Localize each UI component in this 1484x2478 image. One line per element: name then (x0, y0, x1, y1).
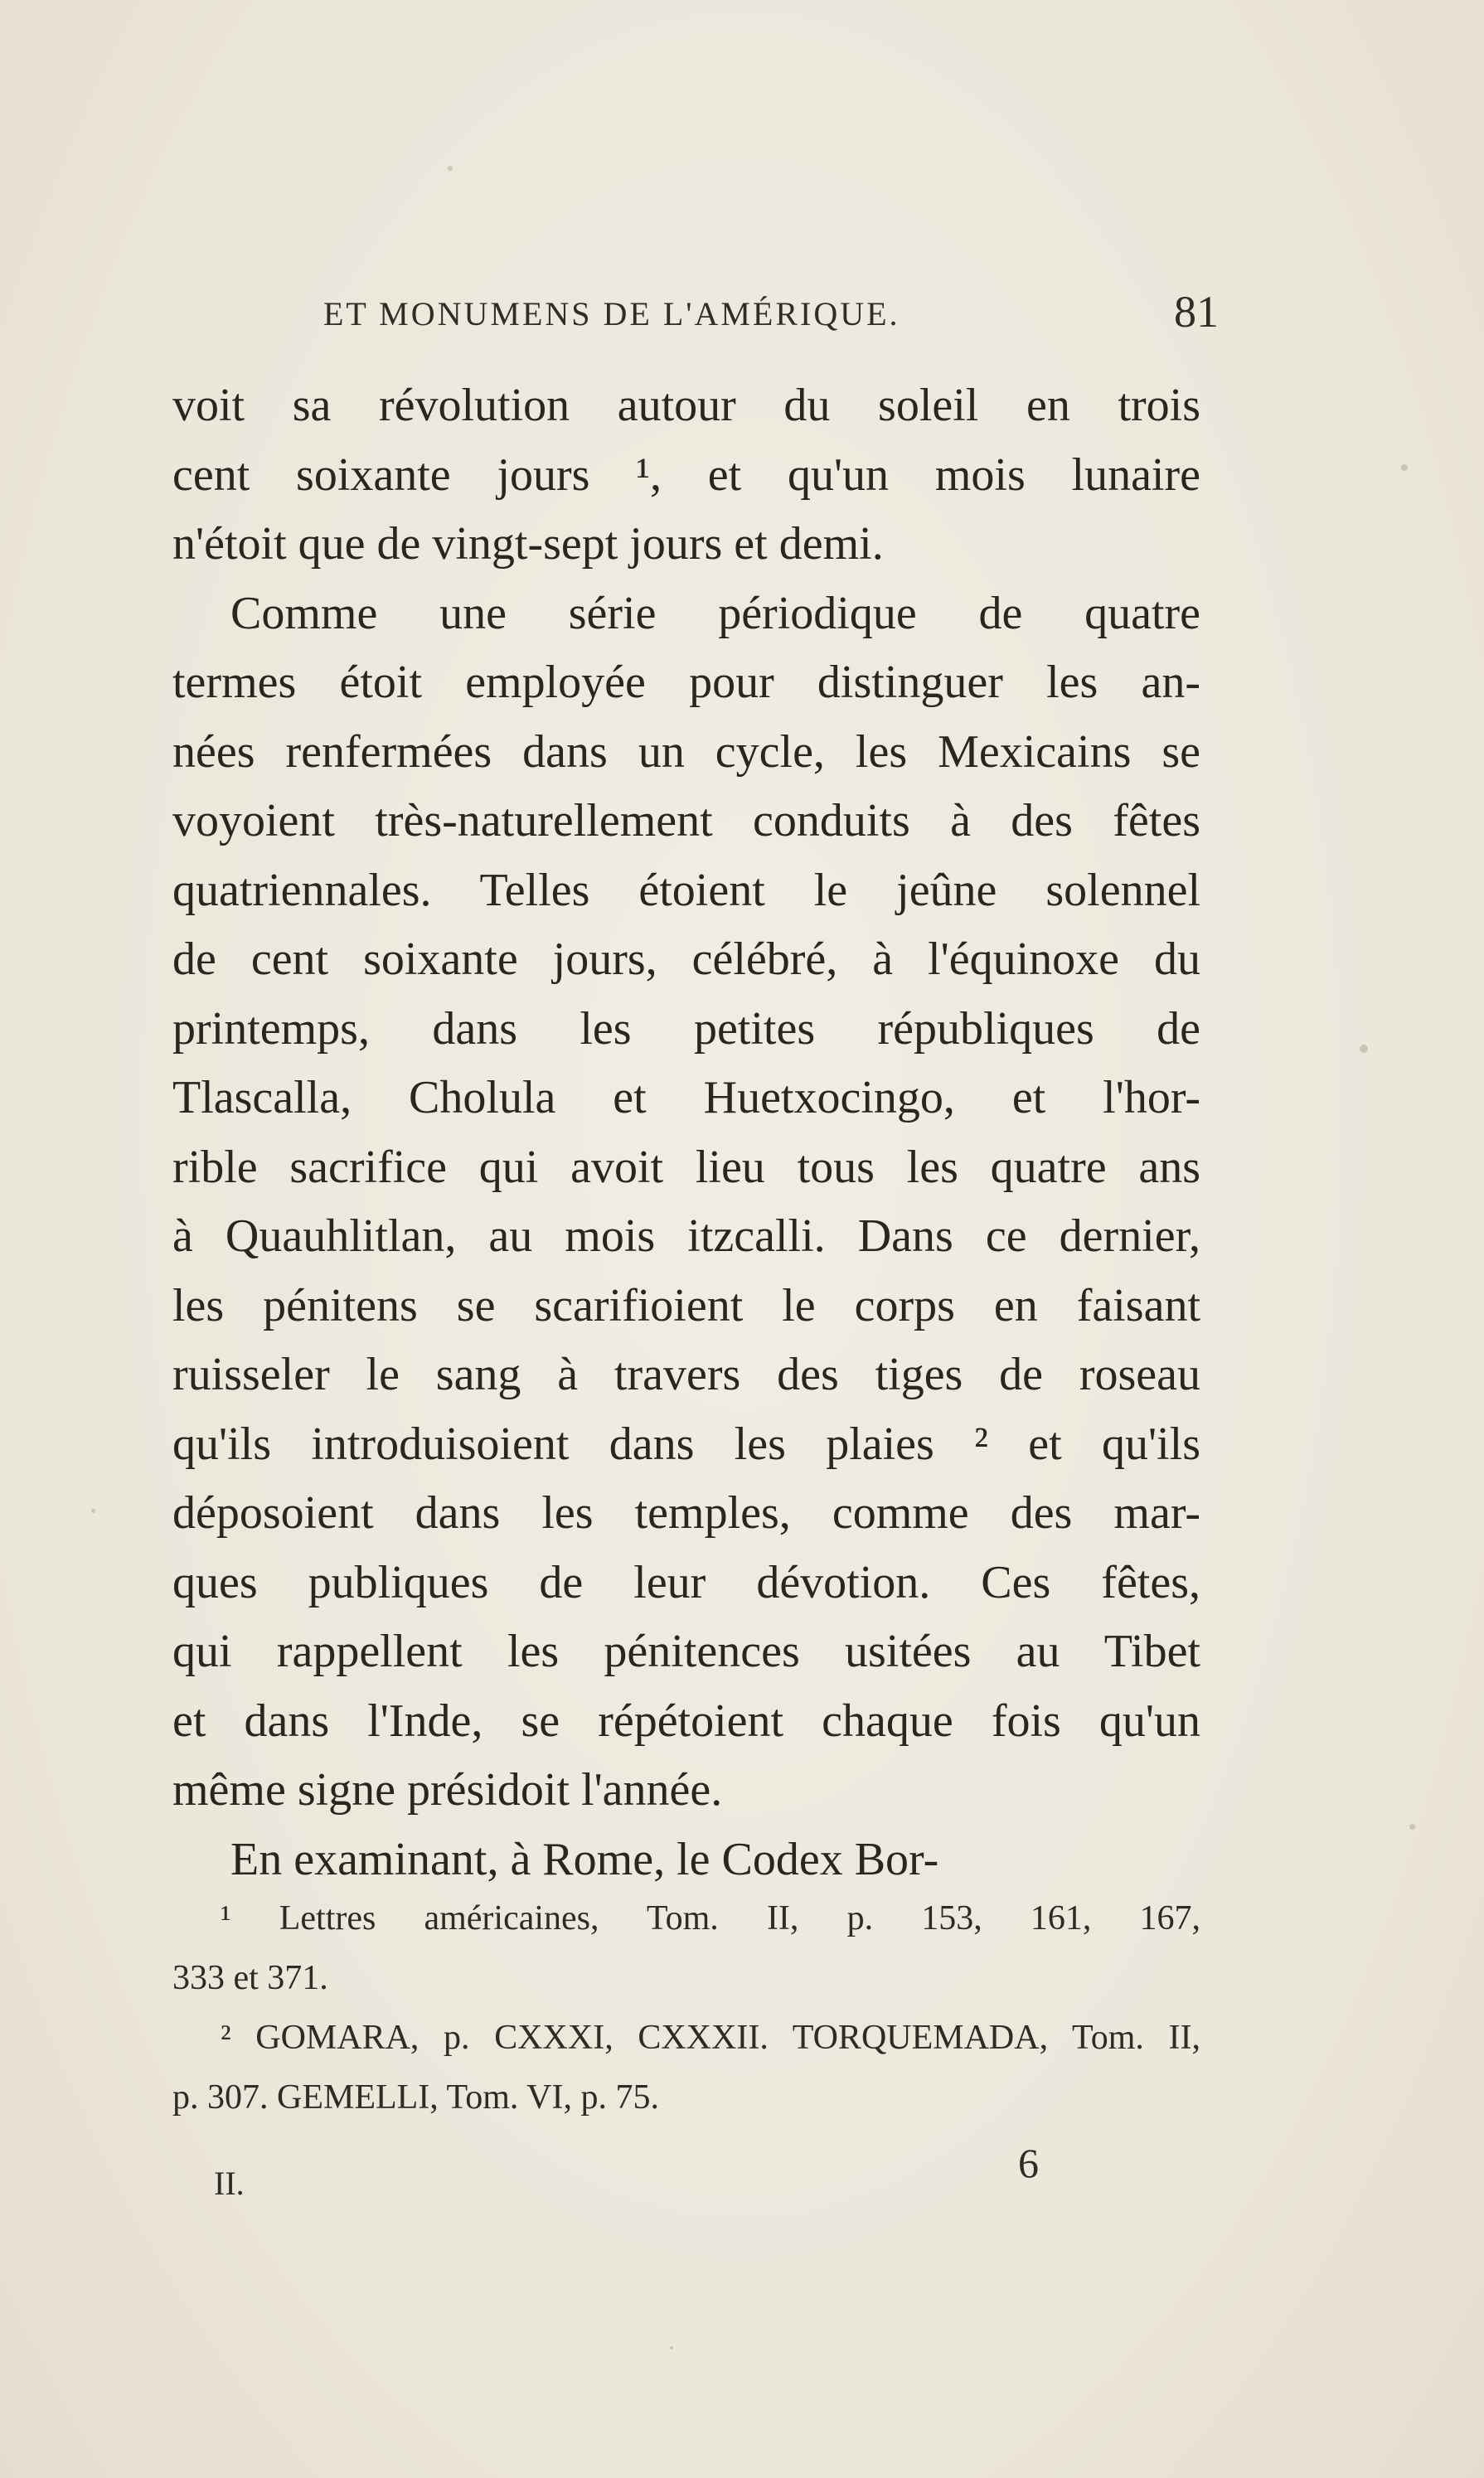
text-line: En examinant, à Rome, le Codex Bor- (230, 1833, 939, 1885)
gathering-number: 6 (1018, 2140, 1039, 2186)
paper-speck (1409, 1824, 1415, 1830)
footnote-line: 333 et 371. (172, 1959, 328, 1997)
paper-speck (448, 166, 453, 171)
footnote-line: ² GOMARA, p. CXXXI, CXXXII. TORQUEMADA, Tom. II, (221, 2019, 1200, 2057)
text-line: et dans l'Inde, se répétoient chaque fois qu'un (172, 1695, 1200, 1747)
text-line: qui rappellent les pénitences usitées au Tibet (172, 1626, 1200, 1677)
text-line: de cent soixante jours, célébré, à l'équinoxe du (172, 933, 1200, 985)
text-line: ques publiques de leur dévotion. Ces fêtes, (172, 1556, 1200, 1608)
footnotes (172, 1889, 1200, 2127)
signature-mark: II. (214, 2165, 245, 2202)
paper-speck (91, 1509, 95, 1513)
text-line: voyoient très-naturellement conduits à des fêtes (172, 795, 1200, 846)
paper-speck (1401, 464, 1408, 471)
paper-speck (1360, 1045, 1368, 1053)
text-line: Tlascalla, Cholula et Huetxocingo, et l'hor- (172, 1072, 1200, 1123)
text-line: déposoient dans les temples, comme des mar- (172, 1487, 1200, 1539)
text-line: ruisseler le sang à travers des tiges de roseau (172, 1349, 1200, 1400)
page-number: 81 (1174, 287, 1219, 337)
text-line: nées renfermées dans un cycle, les Mexicains se (172, 725, 1200, 778)
text-line: cent soixante jours ¹, et qu'un mois lunaire (172, 449, 1200, 501)
text-line: même signe présidoit l'année. (172, 1764, 723, 1816)
text-line: n'étoit que de vingt-sept jours et demi. (172, 518, 884, 570)
body-text (172, 371, 1200, 1894)
footnote-line: p. 307. GEMELLI, Tom. VI, p. 75. (172, 2078, 659, 2117)
text-line: voit sa révolution autour du soleil en trois (172, 380, 1200, 431)
text-line: qu'ils introduisoient dans les plaies ² et qu'ils (172, 1418, 1200, 1470)
text-line: printemps, dans les petites républiques de (172, 1002, 1200, 1055)
paper-speck (670, 2346, 673, 2349)
text-line: rible sacrifice qui avoit lieu tous les quatre ans (172, 1141, 1200, 1193)
running-title: ET MONUMENS DE L'AMÉRIQUE. (323, 295, 900, 332)
text-line: termes étoit employée pour distinguer les an- (172, 657, 1200, 708)
text-line: quatriennales. Telles étoient le jeûne solennel (172, 864, 1200, 916)
footnote-line: ¹ Lettres américaines, Tom. II, p. 153, 161, 167, (221, 1899, 1200, 1937)
running-head (323, 286, 1219, 344)
text-line: les pénitens se scarifioient le corps en faisant (172, 1279, 1200, 1331)
text-line: Comme une série périodique de quatre (230, 587, 1200, 639)
text-line: à Quauhlitlan, au mois itzcalli. Dans ce dernier, (172, 1210, 1200, 1262)
